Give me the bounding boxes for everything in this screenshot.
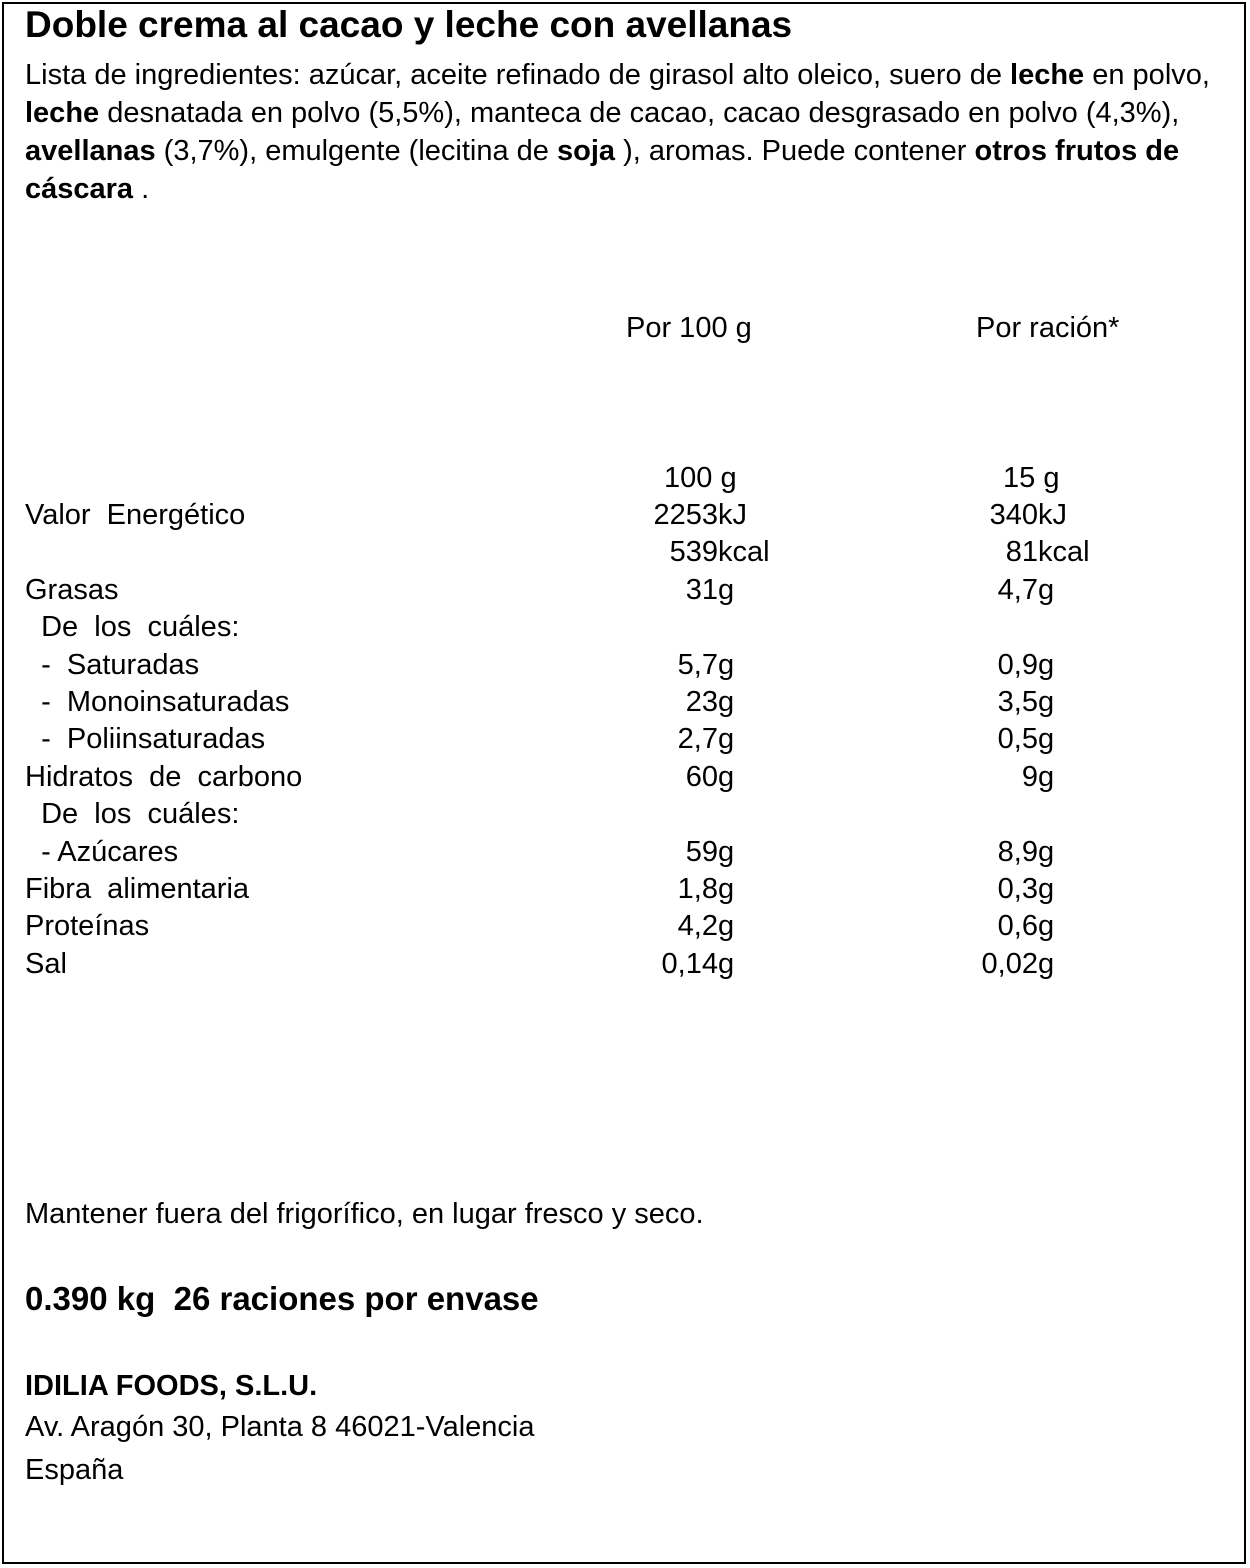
ingredients-text: ), aromas. Puede contener	[615, 135, 975, 167]
ingredients-text: Lista de ingredientes: azúcar, aceite refinado de girasol alto oleico, suero de	[25, 59, 1011, 91]
unit-per-100g: g	[718, 835, 735, 868]
product-title: Doble crema al cacao y leche con avellanas	[25, 4, 793, 45]
nutrition-row	[0, 686, 1250, 723]
nutrition-row	[0, 499, 1250, 536]
value-per-serving: 9	[1021, 760, 1038, 793]
value-per-100g: 0,14	[661, 947, 718, 980]
nutrition-row	[0, 910, 1250, 947]
nutrition-row	[0, 761, 1250, 798]
value-per-serving: 3,5	[997, 686, 1038, 718]
net-weight: 0.390 kg 26 raciones por envase	[25, 1280, 539, 1317]
nutrition-row	[0, 649, 1250, 686]
ingredients-text: .	[133, 173, 150, 205]
serving-size-row	[0, 462, 1250, 499]
value-per-serving: 8,9	[997, 835, 1038, 868]
value-per-serving: 81	[1005, 536, 1038, 569]
unit-per-100g: g	[718, 947, 735, 980]
column-header-per-100g: Por 100 g	[626, 312, 752, 344]
unit-per-serving: g	[1038, 835, 1055, 868]
value-per-100g: 1,8	[677, 873, 718, 905]
unit-per-100g: g	[718, 573, 735, 606]
nutrition-row	[0, 836, 1250, 873]
ingredients-text: (3,7%), emulgente (lecitina de	[155, 135, 557, 167]
unit-per-serving: kJ	[1038, 499, 1067, 531]
ingredients-text: en polvo,	[1084, 59, 1210, 91]
unit-per-100g: g	[718, 873, 735, 905]
company-name: IDILIA FOODS, S.L.U.	[25, 1370, 318, 1402]
nutrition-row	[0, 873, 1250, 910]
nutrition-row	[0, 723, 1250, 760]
unit-per-serving: g	[1038, 947, 1055, 980]
ingredients-list	[25, 56, 1225, 208]
value-per-serving: 0,5	[997, 723, 1038, 756]
nutrient-label: Valor Energético	[25, 499, 246, 531]
nutrient-label: - Monoinsaturadas	[25, 686, 290, 718]
company-address: Av. Aragón 30, Planta 8 46021-Valencia	[25, 1411, 535, 1443]
value-per-100g: 4,2	[677, 910, 718, 943]
value-per-100g: 2,7	[677, 723, 718, 756]
allergen-nuts: otros frutos de cáscara	[25, 135, 1180, 205]
nutrient-label: - Saturadas	[25, 648, 200, 681]
nutrition-row	[0, 574, 1250, 611]
ingredients-text: desnatada en polvo (5,5%), manteca de cacao, cacao desgrasado en polvo (4,3%),	[99, 97, 1180, 129]
nutrition-row	[0, 948, 1250, 985]
unit-per-100g: g	[718, 760, 735, 793]
value-per-100g: 23	[685, 686, 718, 718]
nutrient-label: De los cuáles:	[25, 611, 240, 644]
value-per-serving: 0,6	[997, 910, 1038, 943]
unit-per-serving: g	[1038, 573, 1055, 606]
nutrient-label: - Azúcares	[25, 835, 179, 868]
unit-per-100g: kcal	[718, 536, 770, 569]
serving-size-100g: 100 g	[664, 462, 737, 494]
column-header-per-serving: Por ración*	[976, 312, 1120, 344]
value-per-serving: 0,02	[981, 947, 1038, 980]
value-per-serving: 0,9	[997, 648, 1038, 681]
nutrient-label: Sal	[25, 947, 67, 980]
nutrition-row	[0, 611, 1250, 648]
allergen-soy: soja	[556, 135, 616, 167]
unit-per-100g: g	[718, 910, 735, 943]
unit-per-serving: g	[1038, 686, 1055, 718]
nutrient-label: - Poliinsaturadas	[25, 723, 266, 756]
unit-per-serving: kcal	[1038, 536, 1090, 569]
nutrient-label: Hidratos de carbono	[25, 760, 303, 793]
unit-per-serving: g	[1038, 723, 1055, 756]
allergen-milk: leche	[1010, 59, 1085, 91]
serving-size-portion: 15 g	[1003, 462, 1060, 494]
nutrition-row	[0, 798, 1250, 835]
value-per-100g: 539	[669, 536, 718, 569]
value-per-serving: 0,3	[997, 873, 1038, 905]
unit-per-serving: g	[1038, 910, 1055, 943]
company-country: España	[25, 1454, 124, 1486]
value-per-100g: 5,7	[677, 648, 718, 681]
unit-per-serving: g	[1038, 760, 1055, 793]
storage-instructions: Mantener fuera del frigorífico, en lugar fresco y seco.	[25, 1198, 704, 1230]
unit-per-100g: kJ	[718, 499, 747, 531]
value-per-serving: 4,7	[997, 573, 1038, 606]
value-per-serving: 340	[989, 499, 1038, 531]
nutrition-row	[0, 536, 1250, 573]
nutrient-label: Proteínas	[25, 910, 150, 943]
unit-per-serving: g	[1038, 648, 1055, 681]
allergen-milk: leche	[25, 97, 100, 129]
value-per-100g: 2253	[653, 499, 718, 531]
value-per-100g: 60	[685, 760, 718, 793]
unit-per-100g: g	[718, 723, 735, 756]
nutrient-label: Grasas	[25, 573, 119, 606]
nutrient-label: Fibra alimentaria	[25, 873, 250, 905]
value-per-100g: 31	[685, 573, 718, 606]
unit-per-100g: g	[718, 648, 735, 681]
nutrient-label: De los cuáles:	[25, 798, 240, 831]
unit-per-100g: g	[718, 686, 735, 718]
value-per-100g: 59	[685, 835, 718, 868]
unit-per-serving: g	[1038, 873, 1055, 905]
allergen-hazelnuts: avellanas	[25, 135, 156, 167]
